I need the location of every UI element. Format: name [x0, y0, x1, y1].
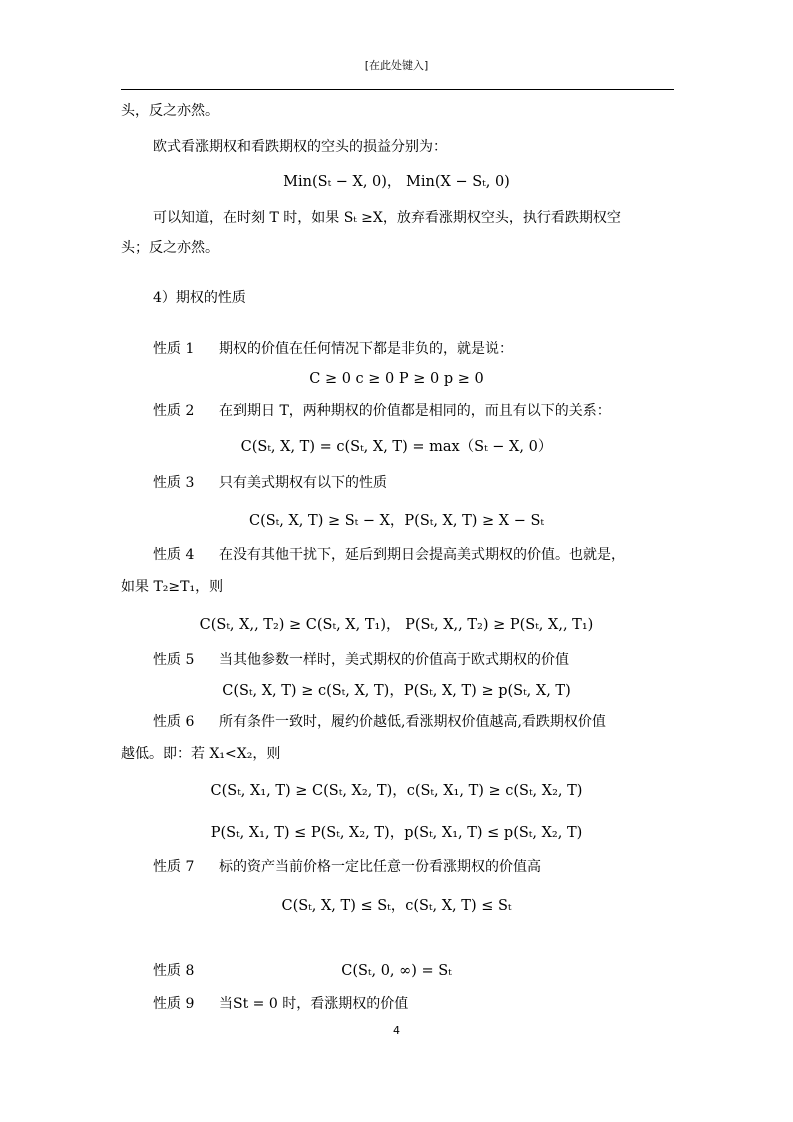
property-label: 性质 4 [153, 547, 195, 563]
paragraph-conclusion-line1: 可以知道，在时刻 T 时，如果 Sₜ ≥X，放弃看涨期权空头，执行看跌期权空 [153, 210, 621, 226]
property-4 [153, 545, 625, 565]
section-title: 4）期权的性质 [153, 290, 246, 306]
property-7 [153, 857, 541, 877]
equation-property-6b: P(Sₜ, X₁, T) ≤ P(Sₜ, X₂, T)，p(Sₜ, X₁, T) ≤ p(Sₜ, X₂, T) [210, 825, 583, 841]
paragraph-continuation: 头，反之亦然。 [121, 103, 219, 119]
property-label: 性质 2 [153, 403, 195, 419]
equation-property-2: C(Sₜ, X, T) = c(Sₜ, X, T) = max（Sₜ − X, 0） [240, 439, 553, 455]
property-6-continuation: 越低。即：若 X₁<X₂，则 [121, 746, 281, 762]
property-label: 性质 8 [153, 963, 195, 979]
property-text: 当St = 0 时，看涨期权的价值 [219, 996, 409, 1012]
paragraph-conclusion-line2: 头；反之亦然。 [121, 240, 219, 256]
page-number: 4 [393, 1024, 400, 1037]
property-label: 性质 6 [153, 714, 195, 730]
property-text: 在没有其他干扰下，延后到期日会提高美式期权的价值。也就是， [219, 547, 625, 563]
paragraph-short-payoff: 欧式看涨期权和看跌期权的空头的损益分别为： [153, 139, 447, 155]
property-label: 性质 9 [153, 996, 195, 1012]
property-text: 所有条件一致时，履约价越低,看涨期权价值越高,看跌期权价值 [219, 714, 606, 730]
equation-property-4: C(Sₜ, X,, T₂) ≥ C(Sₜ, X, T₁)， P(Sₜ, X,, T₂) ≥ P(Sₜ, X,, T₁) [199, 617, 594, 633]
equation-property-6a: C(Sₜ, X₁, T) ≥ C(Sₜ, X₂, T)，c(Sₜ, X₁, T) ≥ c(Sₜ, X₂, T) [210, 783, 583, 799]
header-rule [121, 89, 674, 90]
equation-property-1: C ≥ 0 c ≥ 0 P ≥ 0 p ≥ 0 [309, 371, 484, 387]
equation-property-5: C(Sₜ, X, T) ≥ c(Sₜ, X, T)，P(Sₜ, X, T) ≥ p(Sₜ, X, T) [222, 683, 571, 699]
property-label: 性质 1 [153, 341, 195, 357]
property-text: 在到期日 T，两种期权的价值都是相同的，而且有以下的关系： [219, 403, 611, 419]
equation-property-8: C(Sₜ, 0, ∞) = Sₜ [341, 963, 452, 979]
property-label: 性质 7 [153, 859, 195, 875]
property-1 [153, 339, 513, 359]
property-text: 标的资产当前价格一定比任意一份看涨期权的价值高 [219, 859, 541, 875]
property-2 [153, 401, 611, 421]
property-6 [153, 712, 606, 732]
property-text: 只有美式期权有以下的性质 [219, 475, 387, 491]
equation-short-payoff: Min(Sₜ − X, 0)， Min(X − Sₜ, 0) [283, 174, 510, 190]
equation-property-3: C(Sₜ, X, T) ≥ Sₜ − X，P(Sₜ, X, T) ≥ X − Sₜ [249, 513, 544, 529]
property-9 [153, 994, 408, 1014]
property-text: 当其他参数一样时，美式期权的价值高于欧式期权的价值 [219, 652, 569, 668]
property-text: 期权的价值在任何情况下都是非负的，就是说： [219, 341, 513, 357]
property-label: 性质 3 [153, 475, 195, 491]
property-4-continuation: 如果 T₂≥T₁，则 [121, 579, 224, 595]
property-3 [153, 473, 387, 493]
property-label: 性质 5 [153, 652, 195, 668]
equation-property-7: C(Sₜ, X, T) ≤ Sₜ，c(Sₜ, X, T) ≤ Sₜ [281, 898, 512, 914]
page-header: [在此处键入] [364, 59, 429, 72]
property-5 [153, 650, 569, 670]
